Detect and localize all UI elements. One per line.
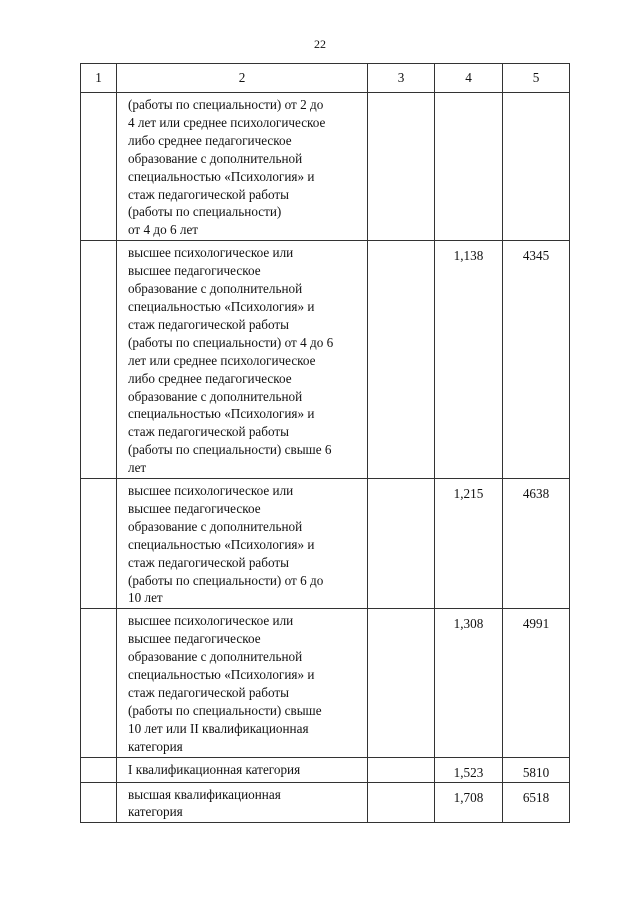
- coefficient-cell: [435, 93, 503, 241]
- row-number-cell: [81, 782, 117, 823]
- coefficient-cell: 1,708: [435, 782, 503, 823]
- table-row: [81, 479, 570, 609]
- table-row: [81, 241, 570, 479]
- col3-cell: [368, 479, 435, 609]
- table-row: [81, 609, 570, 757]
- amount-cell: 4345: [503, 241, 570, 479]
- row-number-cell: [81, 757, 117, 782]
- description-cell: [117, 757, 368, 782]
- col3-cell: [368, 609, 435, 757]
- col3-cell: [368, 93, 435, 241]
- description-text: высшее психологическое или высшее педагогическое образование с дополнительной специальностью «Психология» и стаж педагогической работы (работы по специальности) свыше 10 лет или II квалификационная категория: [128, 613, 322, 754]
- header-col-2: 2: [117, 64, 368, 93]
- description-text: I квалификационная категория: [128, 761, 301, 777]
- header-col-1: 1: [81, 64, 117, 93]
- row-number-cell: [81, 241, 117, 479]
- description-cell: [117, 479, 368, 609]
- table-header-row: [81, 64, 570, 93]
- document-table: [80, 63, 570, 823]
- description-cell: [117, 241, 368, 479]
- description-text: высшее психологическое или высшее педагогическое образование с дополнительной специальностью «Психология» и стаж педагогической работы (работы по специальности) от 4 до 6 лет или среднее психологическое либо среднее педагогическое образование с дополнительной специальностью «Психология» и стаж педагогической работы (работы по специальности) свыше 6 лет: [128, 245, 334, 476]
- header-col-5: 5: [503, 64, 570, 93]
- col3-cell: [368, 757, 435, 782]
- header-col-3: 3: [368, 64, 435, 93]
- amount-cell: 6518: [503, 782, 570, 823]
- description-cell: [117, 93, 368, 241]
- description-cell: [117, 782, 368, 823]
- row-number-cell: [81, 93, 117, 241]
- col3-cell: [368, 782, 435, 823]
- page-number: 22: [314, 37, 326, 51]
- row-number-cell: [81, 479, 117, 609]
- header-col-4: 4: [435, 64, 503, 93]
- row-number-cell: [81, 609, 117, 757]
- coefficient-cell: 1,523: [435, 757, 503, 782]
- table-row: [81, 782, 570, 823]
- description-text: (работы по специальности) от 2 до 4 лет или среднее психологическое либо среднее педагогическое образование с дополнительной специальностью «Психология» и стаж педагогической работы (работы по специальности) от 4 до 6 лет: [128, 97, 326, 238]
- col3-cell: [368, 241, 435, 479]
- coefficient-cell: 1,138: [435, 241, 503, 479]
- coefficient-cell: 1,215: [435, 479, 503, 609]
- coefficient-cell: 1,308: [435, 609, 503, 757]
- description-cell: [117, 609, 368, 757]
- description-text: высшее психологическое или высшее педагогическое образование с дополнительной специальностью «Психология» и стаж педагогической работы (работы по специальности) от 6 до 10 лет: [128, 483, 324, 606]
- amount-cell: [503, 93, 570, 241]
- table-row: [81, 93, 570, 241]
- description-text: высшая квалификационная категория: [128, 786, 281, 820]
- amount-cell: 4991: [503, 609, 570, 757]
- table-row: [81, 757, 570, 782]
- amount-cell: 5810: [503, 757, 570, 782]
- amount-cell: 4638: [503, 479, 570, 609]
